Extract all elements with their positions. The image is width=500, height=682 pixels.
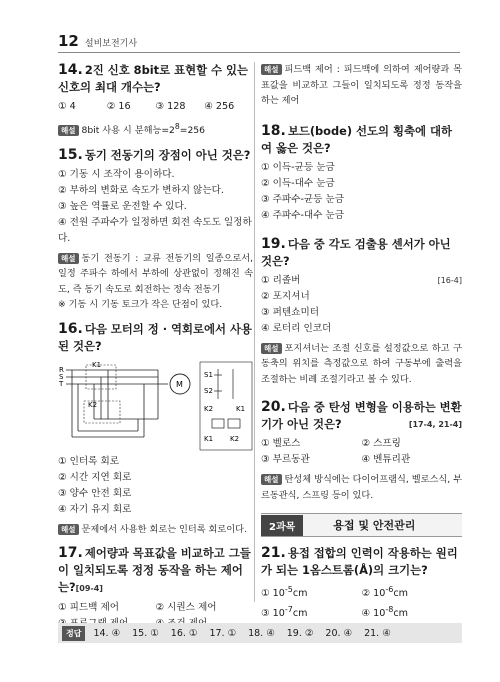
option: ④ 자기 유지 회로 xyxy=(58,503,132,515)
answer-item: 19. ② xyxy=(286,627,314,639)
question-20-options xyxy=(261,436,462,468)
option: ③ 양수 안전 회로 xyxy=(58,487,132,499)
option: ② 스프링 xyxy=(361,438,401,449)
option: ② $10^{-6}cm$ xyxy=(361,585,408,600)
option: ② 이득-대수 눈금 xyxy=(261,177,335,189)
question-21-title: 21. 용접 접합의 인력이 작용하는 원리가 되는 1옴스트롬(Å)의 크기는? xyxy=(261,545,458,577)
question-14-solution: 해설 8bit 사용 시 분해능$=2^8=256$ xyxy=(58,119,253,139)
question-20 xyxy=(261,399,462,503)
question-17 xyxy=(58,545,253,632)
option: ④ 로터리 인코더 xyxy=(261,322,332,334)
section-title: 용접 및 안전관리 xyxy=(333,519,416,532)
question-21-options xyxy=(261,582,462,622)
motor-reversing-circuit-diagram xyxy=(58,359,253,451)
option: ② 부하의 변화로 속도가 변하지 않는다. xyxy=(58,184,224,196)
answer-item: 20. ④ xyxy=(325,627,353,639)
question-16 xyxy=(58,321,253,538)
solution-badge: 해설 xyxy=(261,343,282,354)
question-20-solution: 해설 탄성체 방식에는 다이어프램식, 벨로스식, 부르동관식, 스프링 등이 있다. xyxy=(261,474,462,501)
solution-badge: 해설 xyxy=(261,64,282,75)
option: ③ 주파수-균등 눈금 xyxy=(261,193,345,205)
option: ① 인터록 회로 xyxy=(58,455,120,467)
question-20-tag: [17-4, 21-4] xyxy=(408,420,462,429)
option: ③ 높은 역률로 운전할 수 있다. xyxy=(58,200,187,212)
question-20-title: 20. 다음 중 탄성 변형을 이용하는 변환기가 아닌 것은? [17-4, 21-4] xyxy=(261,399,462,431)
question-19 xyxy=(261,236,462,388)
answer-item: 16. ① xyxy=(170,627,198,639)
label-k1-main: K1 xyxy=(92,360,102,369)
question-19-solution: 해설 포지셔너는 조절 신호를 설정값으로 하고 구동축의 위치를 측정값으로 하여 구동부에 출력을 조절하는 비례 조절기라고 볼 수 있다. xyxy=(261,342,462,385)
question-14 xyxy=(58,62,253,139)
label-t: T xyxy=(59,379,64,388)
option: ② 16 xyxy=(106,101,131,112)
option: ④ $10^{-8}cm$ xyxy=(361,605,408,620)
option: ④ 주파수-대수 눈금 xyxy=(261,209,345,221)
question-15-options xyxy=(58,167,253,247)
solution-badge: 해설 xyxy=(58,125,79,136)
question-19-tag: [16-4] xyxy=(437,275,462,285)
question-17-tag: [09-4] xyxy=(75,584,103,594)
page-header xyxy=(58,32,137,50)
label-k1-interlock: K1 xyxy=(236,404,246,413)
option: ① 피드백 제어 xyxy=(58,602,120,614)
label-motor: M xyxy=(176,379,183,389)
question-18-title: 18. 보드(bode) 선도의 횡축에 대하여 옳은 것은? xyxy=(261,122,453,155)
option: ② 포지셔너 xyxy=(261,290,310,302)
question-15-solution: 해설 동기 전동기 : 교류 전동기의 일종으로서, 일정 주파수 하에서 부하에 상관없이 정해진 속도, 즉 동기 속도로 회전하는 정속 전동기 ※ 기동 시 기동 토크가 작은 단점이 있다. xyxy=(58,251,253,313)
option: ③ $10^{-7}cm$ xyxy=(261,605,308,620)
option: ④ 전원 주파수가 일정하면 회전 속도도 일정하다. xyxy=(58,216,252,244)
answer-item: 15. ① xyxy=(132,627,159,639)
option: ① 4 xyxy=(58,101,76,112)
question-17-title: 17. 제어량과 목표값을 비교하고 그들이 일치되도록 정정 동작을 하는 제어는?[09-4] xyxy=(58,545,251,595)
question-16-title: 16. 다음 모터의 정 · 역회로에서 사용된 것은? xyxy=(58,320,253,353)
option: ② 시간 지연 회로 xyxy=(58,471,132,483)
question-16-options xyxy=(58,454,253,518)
option: ④ 256 xyxy=(204,101,235,112)
right-column xyxy=(261,62,462,630)
label-k1-coil: K1 xyxy=(204,434,214,443)
option: ③ 128 xyxy=(155,101,186,112)
label-s: S xyxy=(59,372,64,381)
question-16-solution: 해설 문제에서 사용한 회로는 인터록 회로이다. xyxy=(58,522,253,538)
question-19-options xyxy=(261,273,462,337)
option: ③ 퍼텐쇼미터 xyxy=(261,306,319,318)
answer-item: 17. ① xyxy=(209,627,237,639)
label-k2-main: K2 xyxy=(88,400,98,409)
option: ① 기동 시 조작이 용이하다. xyxy=(58,168,175,180)
solution-note: ※ 기동 시 기동 토크가 작은 단점이 있다. xyxy=(58,299,223,311)
label-s2: S2 xyxy=(204,386,213,395)
option: ① 리졸버 [16-4] xyxy=(261,273,462,289)
question-15 xyxy=(58,147,253,313)
question-19-title: 19. 다음 중 각도 검출용 센서가 아닌 것은? xyxy=(261,235,451,268)
book-title: 설비보전기사 xyxy=(84,39,138,49)
label-s1: S1 xyxy=(204,370,213,379)
question-14-options xyxy=(58,99,253,115)
section-tag: 2과목 xyxy=(261,515,303,536)
column-divider xyxy=(254,62,255,602)
header-rule xyxy=(58,52,460,53)
option: ① $10^{-5}cm$ xyxy=(261,585,308,600)
question-18-options xyxy=(261,160,462,224)
label-k2-interlock: K2 xyxy=(204,404,214,413)
section-header xyxy=(261,513,462,537)
label-r: R xyxy=(59,365,64,374)
solution-badge: 해설 xyxy=(58,253,79,264)
option: ① 이득-균등 눈금 xyxy=(261,161,335,173)
question-21 xyxy=(261,545,462,622)
label-k2-coil: K2 xyxy=(230,434,240,443)
coil-k1 xyxy=(212,419,224,428)
option: ④ 벤튜리관 xyxy=(361,454,411,465)
solution-badge: 해설 xyxy=(261,474,282,485)
coil-k2 xyxy=(228,419,240,428)
option: ② 시퀀스 제어 xyxy=(155,602,217,614)
question-15-title: 15. 동기 전동기의 장점이 아닌 것은? xyxy=(58,146,251,163)
question-14-title: 14. 2진 신호 8bit로 표현할 수 있는 신호의 최대 개수는? xyxy=(58,62,249,94)
answer-item: 14. ④ xyxy=(93,627,121,639)
answer-item: 18. ④ xyxy=(248,627,275,639)
option: ① 벨로스 xyxy=(261,438,301,449)
question-17-solution: 해설 피드백 제어 : 피드백에 의하여 제어량과 목표값을 비교하고 그들이 일치되도록 정정 동작을 하는 제어 xyxy=(261,64,462,106)
solution-badge: 해설 xyxy=(58,524,79,535)
answer-key-label: 정답 xyxy=(62,626,85,641)
left-column xyxy=(58,62,253,640)
page-number: 12 xyxy=(58,32,79,50)
answer-item: 21. ④ xyxy=(364,627,391,639)
option: ③ 부르동관 xyxy=(261,454,310,465)
question-18 xyxy=(261,123,462,224)
answer-key-bar xyxy=(58,623,462,643)
